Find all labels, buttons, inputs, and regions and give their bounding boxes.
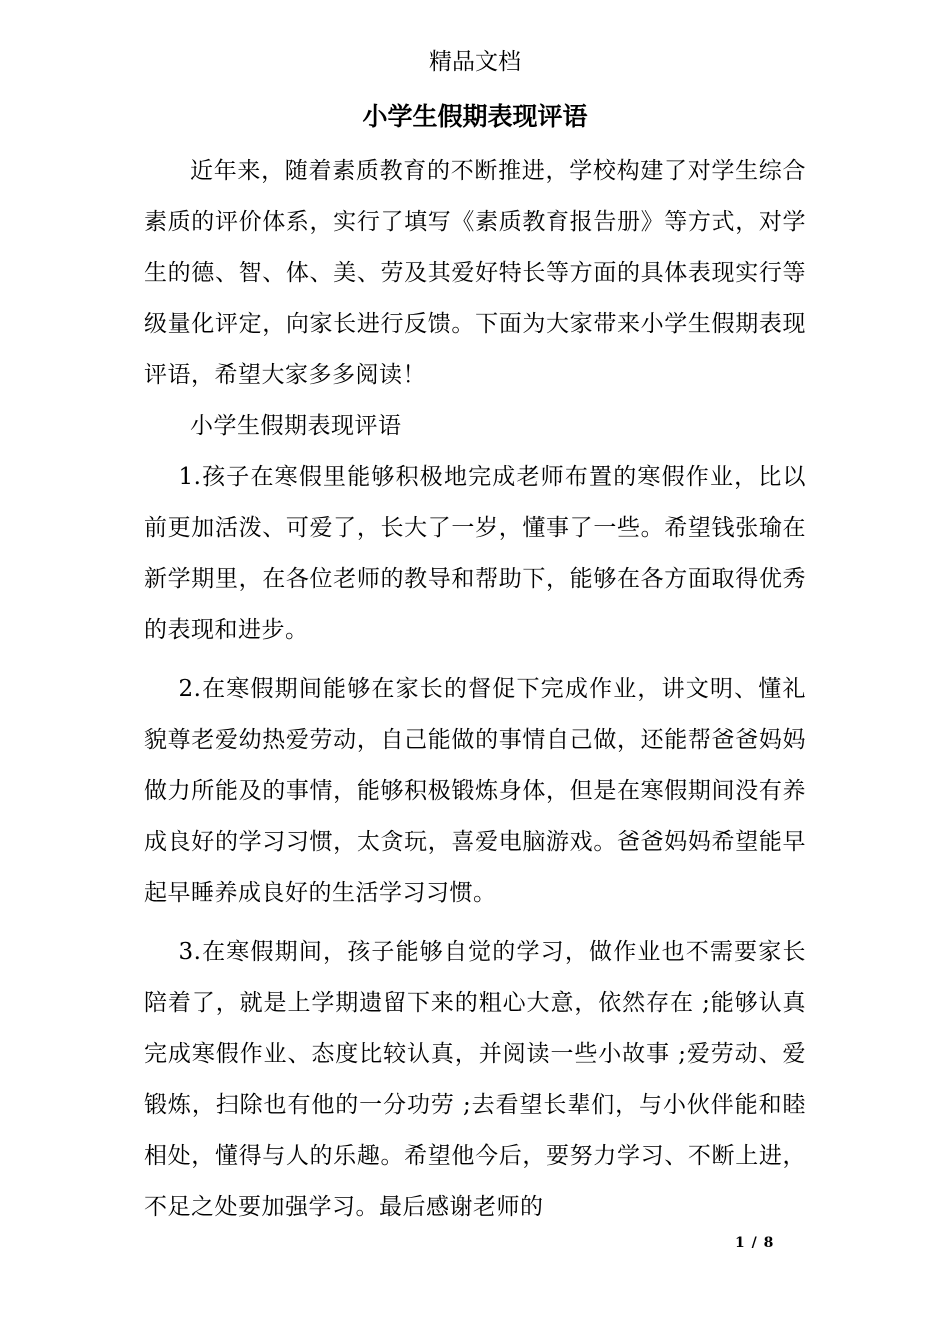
header-label: 精品文档 — [429, 49, 521, 75]
document-body — [144, 146, 806, 1233]
comment-paragraph-2: 2.在寒假期间能够在家长的督促下完成作业，讲文明、懂礼貌尊老爱幼热爱劳动，自己能做的事情自己做，还能帮爸爸妈妈做力所能及的事情，能够积极锻炼身体，但是在寒假期间没有养成良好的学习习惯，太贪玩，喜爱电脑游戏。爸爸妈妈希望能早起早睡养成良好的生活学习习惯。 — [144, 676, 806, 906]
page-indicator: 1 / 8 — [735, 1235, 775, 1251]
document-title: 小学生假期表现评语 — [362, 102, 588, 131]
comment-paragraph-1: 1.孩子在寒假里能够积极地完成老师布置的寒假作业，比以前更加活泼、可爱了，长大了一岁，懂事了一些。希望钱张瑜在新学期里，在各位老师的教导和帮助下，能够在各方面取得优秀的表现和进步。 — [144, 464, 806, 643]
comment-paragraph-3: 3.在寒假期间，孩子能够自觉的学习，做作业也不需要家长陪着了，就是上学期遗留下来的粗心大意，依然存在 ;能够认真完成寒假作业、态度比较认真，并阅读一些小故事 ;爱劳动、爱锻炼，扫除也有他的一分功劳 ;去看望长辈们，与小伙伴能和睦相处，懂得与人的乐趣。希望他今后，要努力学习、不断上进，不足之处要加强学习。最后感谢老师的 — [144, 939, 806, 1220]
section-heading: 小学生假期表现评语 — [190, 413, 402, 439]
intro-paragraph: 近年来，随着素质教育的不断推进，学校构建了对学生综合素质的评价体系，实行了填写《素质教育报告册》等方式，对学生的德、智、体、美、劳及其爱好特长等方面的具体表现实行等级量化评定，向家长进行反馈。下面为大家带来小学生假期表现评语，希望大家多多阅读！ — [144, 158, 806, 388]
